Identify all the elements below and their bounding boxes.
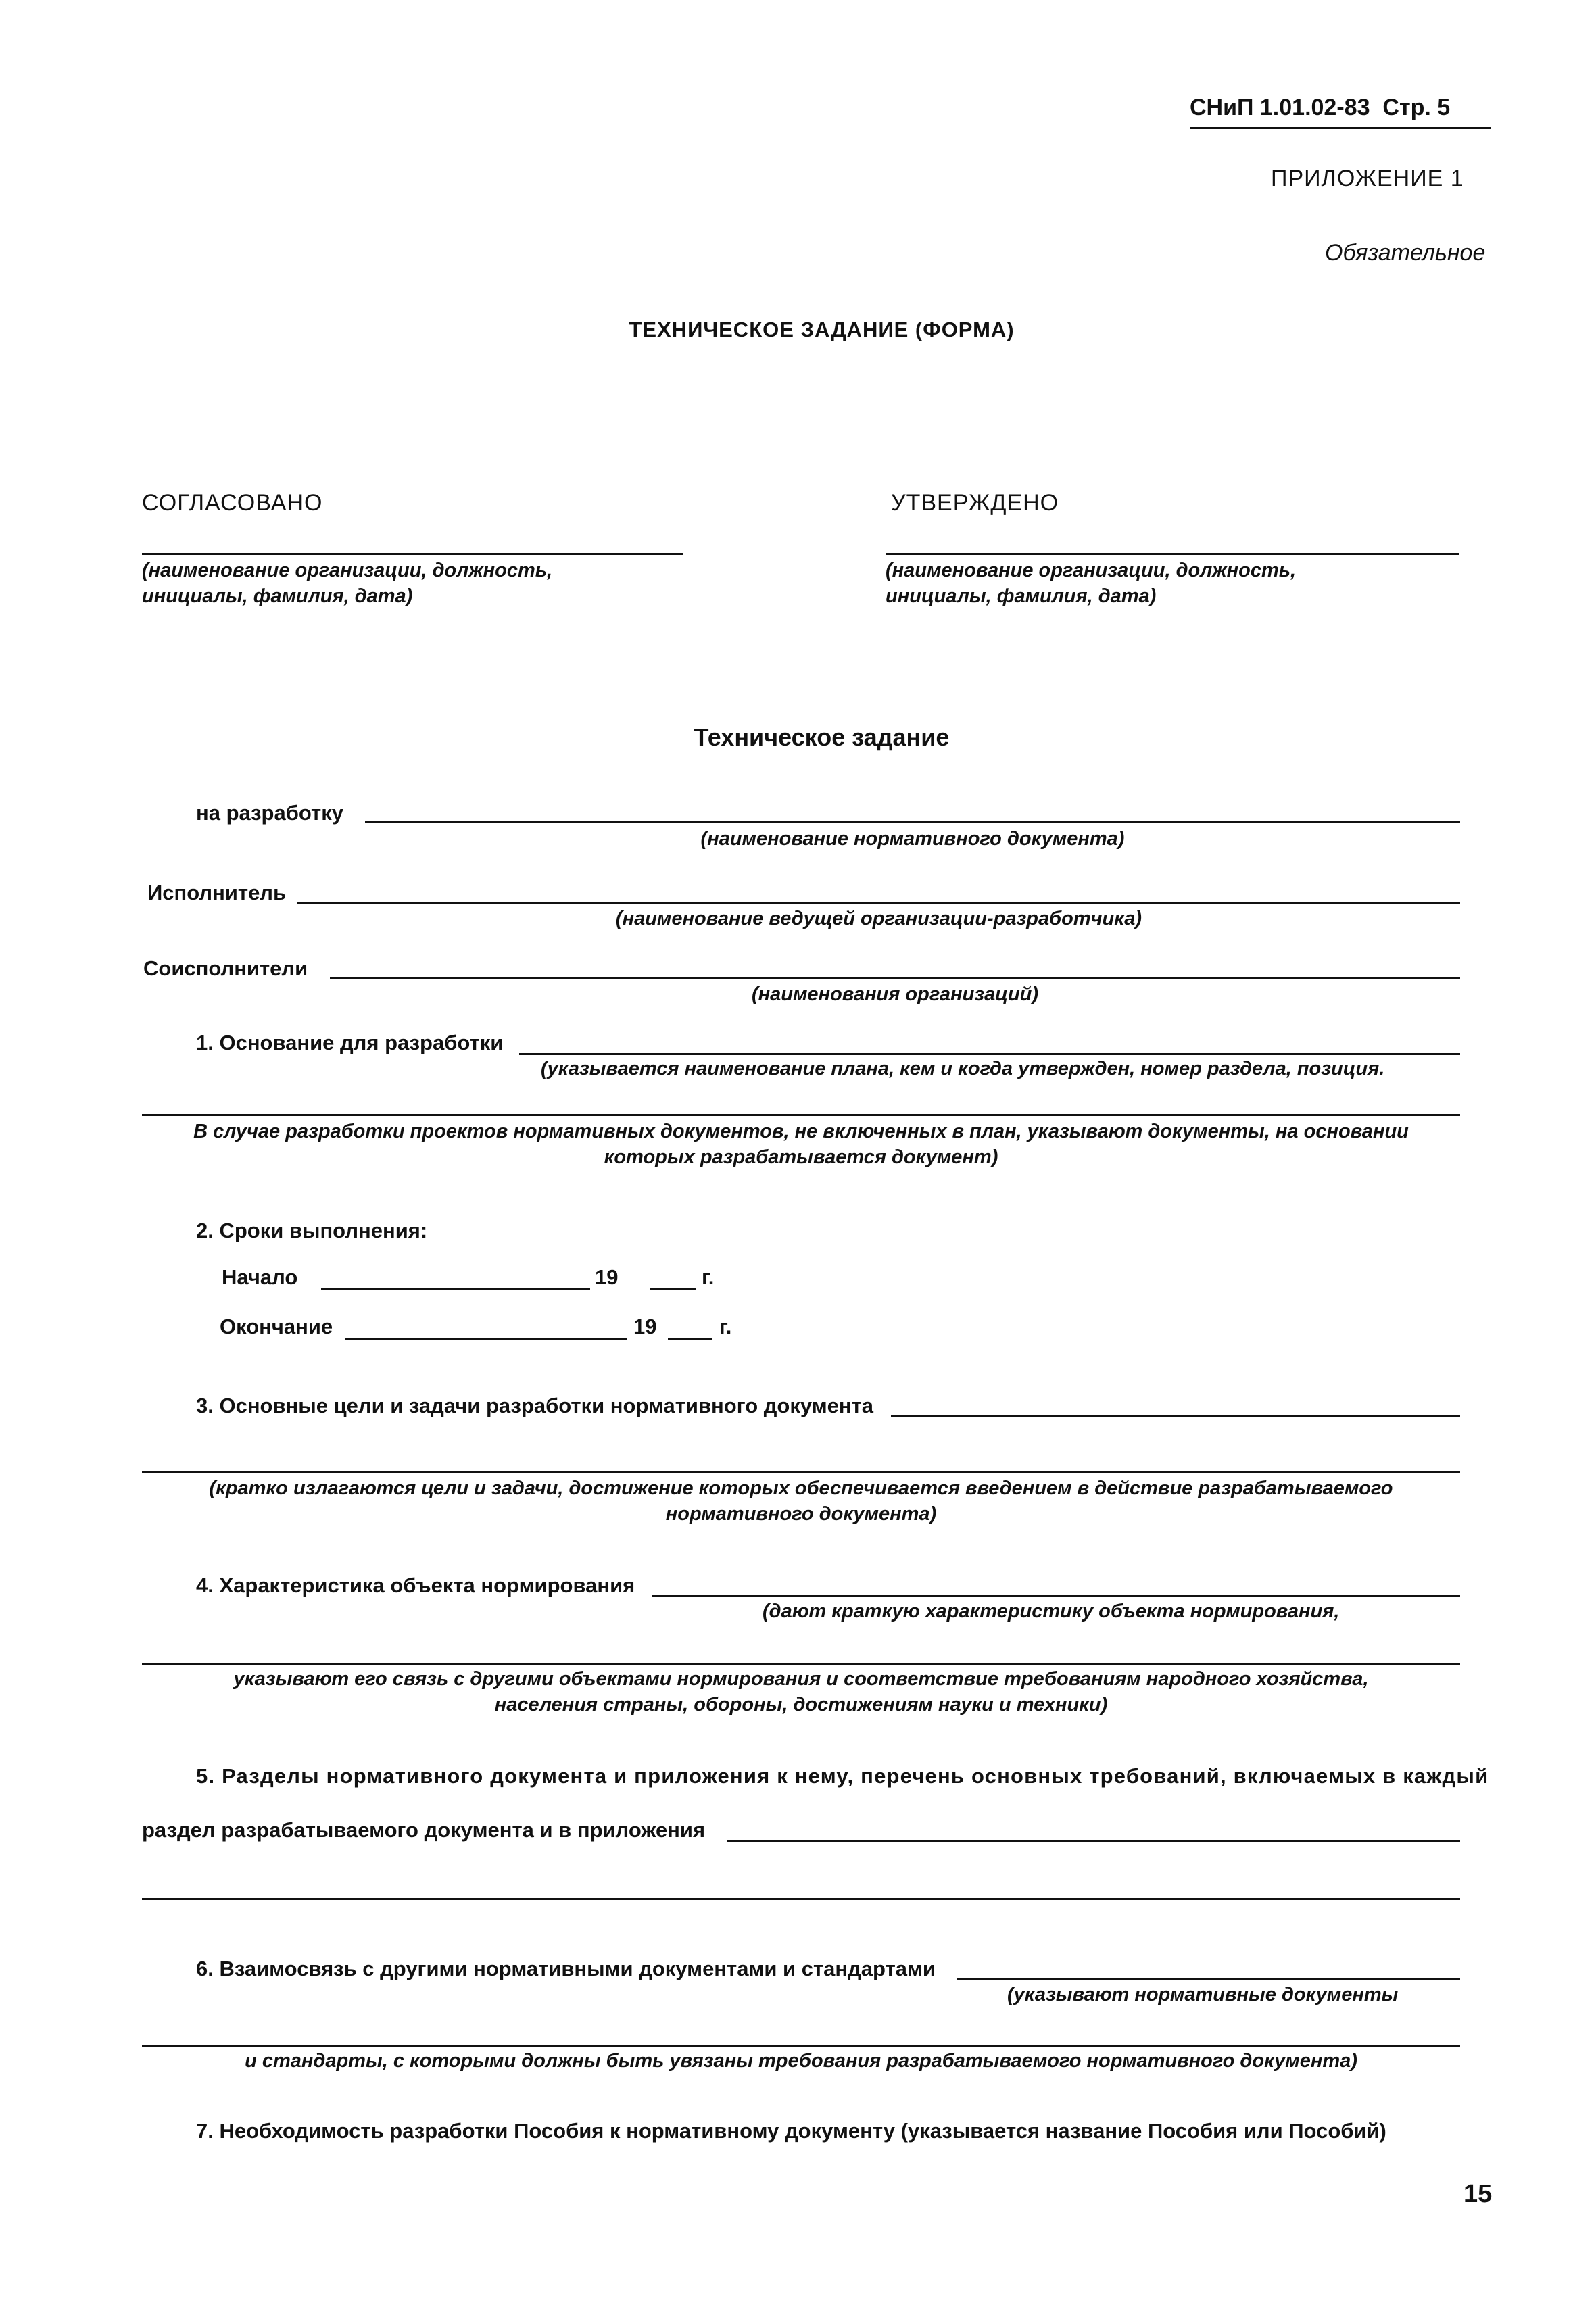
section-1-line-2 xyxy=(142,1114,1460,1116)
section-1-line xyxy=(519,1053,1460,1055)
start-date-line xyxy=(321,1288,590,1290)
executor-label: Исполнитель xyxy=(147,881,287,904)
section-3-line-2 xyxy=(142,1471,1460,1473)
development-line xyxy=(365,821,1460,823)
start-label: Начало xyxy=(222,1265,298,1289)
document-code: СНиП 1.01.02-83 Стр. 5 xyxy=(1190,95,1451,120)
section-1-caption-rest: В случае разработки проектов нормативных документов, не включенных в план, указывают документы, на основании которых разрабатывается документ) xyxy=(193,1121,1409,1168)
coexecutors-label: Соисполнители xyxy=(143,956,308,980)
section-2-label: 2. Сроки выполнения: xyxy=(196,1219,428,1242)
development-label: на разработку xyxy=(196,801,343,825)
development-caption: (наименование нормативного документа) xyxy=(700,828,1125,850)
end-year-suffix: г. xyxy=(719,1315,732,1338)
section-4-caption-1: (дают краткую характеристику объекта нормирования, xyxy=(763,1601,1340,1622)
section-6-line xyxy=(957,1978,1460,1980)
section-4-line xyxy=(652,1595,1460,1597)
executor-line xyxy=(297,902,1460,904)
section-5-text-1: 5. Разделы нормативного документа и приложения к нему, перечень основных требований, включаемых в каждый xyxy=(196,1764,1489,1788)
approved-label: УТВЕРЖДЕНО xyxy=(891,490,1059,516)
section-1-label: 1. Основание для разработки xyxy=(196,1031,504,1054)
document-title: Техническое задание xyxy=(694,723,950,751)
section-5-line xyxy=(727,1840,1460,1842)
approved-caption: (наименование организации, должность, инициалы, фамилия, дата) xyxy=(886,560,1297,607)
start-year-suffix: г. xyxy=(702,1265,715,1289)
agreed-caption: (наименование организации, должность, инициалы, фамилия, дата) xyxy=(142,560,553,607)
section-5-text-2: раздел разрабатываемого документа и в приложения xyxy=(142,1818,706,1842)
section-4-label: 4. Характеристика объекта нормирования xyxy=(196,1574,635,1597)
end-date-line xyxy=(345,1338,627,1340)
appendix-title: ПРИЛОЖЕНИЕ 1 xyxy=(1271,166,1464,191)
section-4-line-2 xyxy=(142,1663,1460,1665)
section-7-text: 7. Необходимость разработки Пособия к нормативному документу (указывается название Пособия или Пособий) xyxy=(196,2119,1386,2143)
section-3-caption: (кратко излагаются цели и задачи, достижение которых обеспечивается введением в действие разрабатываемого нормативного документа) xyxy=(209,1478,1393,1525)
agreed-signature-line xyxy=(142,553,683,555)
appendix-status: Обязательное xyxy=(1325,240,1486,266)
page-number: 15 xyxy=(1464,2180,1493,2208)
start-year-prefix: 19 xyxy=(595,1265,619,1289)
agreed-label: СОГЛАСОВАНО xyxy=(142,490,323,516)
end-year-prefix: 19 xyxy=(633,1315,657,1338)
header-underline xyxy=(1190,127,1491,129)
section-4-caption-rest: указывают его связь с другими объектами нормирования и соответствие требованиям народного хозяйства, населения страны, обороны, достижениям науки и техники) xyxy=(233,1668,1369,1715)
section-3-label: 3. Основные цели и задачи разработки нормативного документа xyxy=(196,1394,874,1417)
section-6-caption-2: и стандарты, с которыми должны быть увязаны требования разрабатываемого нормативного документа) xyxy=(245,2050,1357,2072)
section-6-line-2 xyxy=(142,2045,1460,2047)
section-5-line-2 xyxy=(142,1898,1460,1900)
approved-signature-line xyxy=(886,553,1459,555)
section-6-label: 6. Взаимосвязь с другими нормативными документами и стандартами xyxy=(196,1957,936,1980)
end-label: Окончание xyxy=(220,1315,333,1338)
start-year-line xyxy=(650,1288,696,1290)
section-6-caption-1: (указывают нормативные документы xyxy=(1007,1984,1399,2005)
coexecutors-caption: (наименования организаций) xyxy=(751,983,1039,1005)
coexecutors-line xyxy=(330,977,1460,979)
section-1-caption-1: (указывается наименование плана, кем и когда утвержден, номер раздела, позиция. xyxy=(541,1058,1385,1079)
form-title: ТЕХНИЧЕСКОЕ ЗАДАНИЕ (ФОРМА) xyxy=(629,318,1015,341)
executor-caption: (наименование ведущей организации-разработчика) xyxy=(615,908,1142,929)
end-year-line xyxy=(668,1338,712,1340)
section-3-line xyxy=(891,1415,1460,1417)
